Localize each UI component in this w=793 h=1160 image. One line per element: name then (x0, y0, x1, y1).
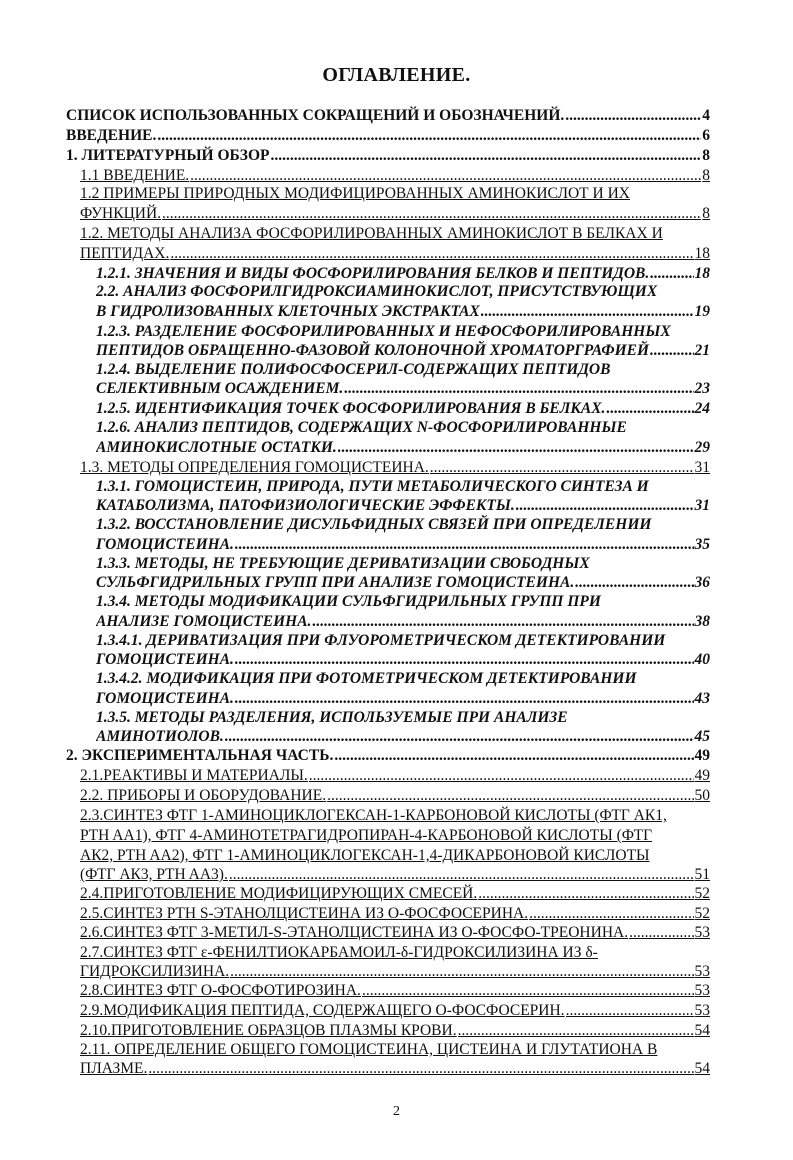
dot-leader (362, 981, 694, 1001)
toc-page-number: 53 (694, 1002, 710, 1019)
toc-entry-title: 2.2. ПРИБОРЫ И ОБОРУДОВАНИЕ. (80, 787, 327, 804)
dot-leader (650, 341, 693, 361)
toc-page-number: 8 (702, 147, 710, 164)
toc-entry-title: АНАЛИЗЕ ГОМОЦИСТЕИНА. (96, 613, 312, 630)
dot-leader (309, 766, 694, 786)
toc-entry-title: ГОМОЦИСТЕИНА. (96, 690, 234, 707)
dot-leader (338, 438, 694, 458)
toc-entry-line (96, 379, 710, 399)
toc-page-number: 36 (694, 574, 710, 591)
toc-entry-line (96, 341, 710, 361)
toc-page-number: 8 (702, 205, 710, 222)
dot-leader (529, 904, 693, 924)
toc-entry-title: ВВЕДЕНИЕ. (66, 127, 157, 144)
toc-entry-line (66, 746, 710, 766)
toc-entry-line (96, 264, 710, 284)
toc-entry-line (80, 884, 710, 904)
toc-entry-title: 1.3.4. МЕТОДЫ МОДИФИКАЦИИ СУЛЬФГИДРИЛЬНЫХ ГРУПП ПРИ (96, 593, 601, 610)
toc-page-number: 53 (694, 924, 710, 941)
dot-leader (344, 379, 693, 399)
toc-entry-title: (ФТГ АК3, PTH AA3). (80, 866, 228, 883)
dot-leader (629, 923, 693, 943)
toc-entry-title: 1.3.2. ВОССТАНОВЛЕНИЕ ДИСУЛЬФИДНЫХ СВЯЗЕЙ ПРИ ОПРЕДЕЛЕНИИ (96, 516, 652, 533)
dot-leader (606, 399, 693, 419)
dot-leader (162, 204, 701, 224)
toc-entry-line (96, 438, 710, 458)
toc-entry-title: PTH AA1), ФТГ 4-АМИНОТЕТРАГИДРОПИРАН-4-КАРБОНОВОЙ КИСЛОТЫ (ФТГ (80, 827, 653, 844)
toc-page-number: 18 (694, 245, 710, 262)
toc-entry-title: ПЕПТИДОВ ОБРАЩЕННО-ФАЗОВОЙ КОЛОНОЧНОЙ ХРОМАТОРГРАФИЕЙ (96, 342, 650, 359)
toc-entry-line (80, 166, 710, 186)
toc-entry-line (80, 923, 710, 943)
toc-page-number: 18 (694, 265, 710, 282)
dot-leader (235, 535, 694, 555)
toc-page-number: 19 (694, 303, 710, 320)
dot-leader (334, 746, 693, 766)
toc-entry-line (96, 669, 710, 689)
toc-entry-line (96, 554, 710, 574)
dot-leader (312, 612, 693, 632)
toc-entry-title: ГОМОЦИСТЕИНА. (96, 651, 234, 668)
toc-entry-line (80, 204, 710, 224)
toc-page-number: 49 (694, 747, 710, 764)
toc-entry-title: СУЛЬФГИДРИЛЬНЫХ ГРУПП ПРИ АНАЛИЗЕ ГОМОЦИСТЕИНА. (96, 574, 575, 591)
toc-entry-line (80, 962, 710, 982)
toc-entry-title: АК2, PTH AA2), ФТГ 1-АМИНОЦИКЛОГЕКСАН-1,4-ДИКАРБОНОВОЙ КИСЛОТЫ (80, 847, 650, 864)
toc-page-number: 23 (694, 380, 710, 397)
toc-entry-title: В ГИДРОЛИЗОВАННЫХ КЛЕТОЧНЫХ ЭКСТРАКТАХ (96, 303, 480, 320)
dot-leader (650, 264, 693, 284)
toc-page-number: 52 (694, 905, 710, 922)
toc-entry-line (96, 631, 710, 651)
toc-entry-line (96, 399, 710, 419)
toc-page-number: 21 (694, 342, 710, 359)
toc-page-number: 40 (694, 651, 710, 668)
toc-entry-line (80, 1059, 710, 1079)
toc-entry-line (66, 106, 710, 126)
toc-page-number: 4 (702, 107, 710, 124)
toc-entry-title: 1.2.5. ИДЕНТИФИКАЦИЯ ТОЧЕК ФОСФОРИЛИРОВАНИЯ В БЕЛКАХ. (96, 400, 606, 417)
toc-entry-line (96, 418, 710, 438)
dot-leader (565, 106, 701, 126)
toc-entry-line (80, 244, 710, 264)
toc-page-number: 29 (694, 439, 710, 456)
toc-entry-line (80, 766, 710, 786)
toc-entry-line (66, 146, 710, 166)
toc-entry-title: 1.3. МЕТОДЫ ОПРЕДЕЛЕНИЯ ГОМОЦИСТЕИНА. (80, 459, 429, 476)
dot-leader (327, 786, 693, 806)
toc-entry-title: ПЕПТИДАХ. (80, 245, 170, 262)
toc-entry-title: 2.5.СИНТЕЗ PTH S-ЭТАНОЛЦИСТЕИНА ИЗ О-ФОСФОСЕРИНА. (80, 905, 529, 922)
toc-entry-line (96, 322, 710, 342)
toc-page-number: 53 (694, 982, 710, 999)
dot-leader (481, 302, 694, 322)
toc-entry-title: 2.4.ПРИГОТОВЛЕНИЕ МОДИФИЦИРУЮЩИХ СМЕСЕЙ. (80, 885, 478, 902)
toc-entry-title: 1.2 ПРИМЕРЫ ПРИРОДНЫХ МОДИФИЦИРОВАННЫХ АМИНОКИСЛОТ И ИХ (80, 185, 630, 202)
toc-entry-line (80, 1040, 710, 1060)
toc-entry-title: 1.2.3. РАЗДЕЛЕНИЕ ФОСФОРИЛИРОВАННЫХ И НЕФОСФОРИЛИРОВАННЫХ (96, 323, 671, 340)
toc-entry-title: 1.2.4. ВЫДЕЛЕНИЕ ПОЛИФОСФОСЕРИЛ-СОДЕРЖАЩИХ ПЕПТИДОВ (96, 361, 611, 378)
toc-entry-line (96, 708, 710, 728)
toc-entry-title: ПЛАЗМЕ. (80, 1060, 148, 1077)
toc-entry-title: 1.3.3. МЕТОДЫ, НЕ ТРЕБУЮЩИЕ ДЕРИВАТИЗАЦИИ СВОБОДНЫХ (96, 555, 590, 572)
toc-entry-title: 2.8.СИНТЕЗ ФТГ О-ФОСФОТИРОЗИНА. (80, 982, 361, 999)
toc-page-number: 54 (694, 1060, 710, 1077)
toc-entry-title: АМИНОТИОЛОВ. (96, 728, 224, 745)
toc-entry-line (80, 1021, 710, 1041)
toc-entry-line (96, 282, 710, 302)
toc-entry-line (96, 360, 710, 380)
toc-entry-line (96, 612, 710, 632)
toc-entry-line (66, 126, 710, 146)
dot-leader (235, 689, 694, 709)
toc-page-number: 43 (694, 690, 710, 707)
toc-page-number: 24 (694, 400, 710, 417)
page-number: 2 (393, 1104, 400, 1119)
toc-entry-title: ГОМОЦИСТЕИНА. (96, 536, 234, 553)
toc-entry-title: 1.2. МЕТОДЫ АНАЛИЗА ФОСФОРИЛИРОВАННЫХ АМИНОКИСЛОТ В БЕЛКАХ И (80, 225, 663, 242)
toc-entry-title: ГИДРОКСИЛИЗИНА. (80, 963, 230, 980)
toc-entry-line (80, 806, 710, 826)
dot-leader (225, 727, 694, 747)
toc-entry-line (96, 573, 710, 593)
toc-page-number: 51 (694, 866, 710, 883)
dot-leader (157, 126, 701, 146)
dot-leader (229, 865, 694, 885)
dot-leader (516, 496, 694, 516)
toc-entry-line (96, 515, 710, 535)
toc-entry-title: 1.3.4.2. МОДИФИКАЦИЯ ПРИ ФОТОМЕТРИЧЕСКОМ ДЕТЕКТИРОВАНИИ (96, 670, 637, 687)
toc-entry-line (96, 727, 710, 747)
toc-page-number: 50 (694, 787, 710, 804)
toc-page-number: 31 (694, 459, 710, 476)
dot-leader (430, 458, 694, 478)
toc-entry-title: 2. ЭКСПЕРИМЕНТАЛЬНАЯ ЧАСТЬ. (66, 747, 334, 764)
toc-entry-title: 1.3.4.1. ДЕРИВАТИЗАЦИЯ ПРИ ФЛУОРОМЕТРИЧЕСКОМ ДЕТЕКТИРОВАНИИ (96, 632, 666, 649)
dot-leader (575, 573, 693, 593)
toc-page-number: 54 (694, 1022, 710, 1039)
toc-entry-line (96, 650, 710, 670)
dot-leader (148, 1059, 693, 1079)
toc-page-number: 6 (702, 127, 710, 144)
toc-page-number: 52 (694, 885, 710, 902)
toc-entry-title: СЕЛЕКТИВНЫМ ОСАЖДЕНИЕМ. (96, 380, 344, 397)
dot-leader (458, 1021, 694, 1041)
toc-entry-line (96, 689, 710, 709)
toc-entry-line (80, 184, 710, 204)
dot-leader (190, 166, 701, 186)
toc-entry-line (96, 592, 710, 612)
toc-entry-line (80, 458, 710, 478)
toc-entry-line (80, 1001, 710, 1021)
toc-entry-line (80, 981, 710, 1001)
toc-page-number: 31 (694, 497, 710, 514)
dot-leader (230, 962, 693, 982)
toc-page-number: 38 (694, 613, 710, 630)
toc-entry-title: 2.3.СИНТЕЗ ФТГ 1-АМИНОЦИКЛОГЕКСАН-1-КАРБОНОВОЙ КИСЛОТЫ (ФТГ АК1, (80, 807, 667, 824)
toc-entry-title: 2.7.СИНТЕЗ ФТГ ε-ФЕНИЛТИОКАРБАМОИЛ-δ-ГИДРОКСИЛИЗИНА ИЗ δ- (80, 944, 598, 961)
toc-entry-line (80, 224, 710, 244)
toc-page-number: 45 (694, 728, 710, 745)
dot-leader (478, 884, 693, 904)
toc-entry-title: 1.3.1. ГОМОЦИСТЕИН, ПРИРОДА, ПУТИ МЕТАБОЛИЧЕСКОГО СИНТЕЗА И (96, 478, 649, 495)
toc-entry-line (80, 786, 710, 806)
toc-entry-title: 2.9.МОДИФИКАЦИЯ ПЕПТИДА, СОДЕРЖАЩЕГО О-ФОСФОСЕРИН. (80, 1002, 565, 1019)
toc-entry-title: 2.2. АНАЛИЗ ФОСФОРИЛГИДРОКСИАМИНОКИСЛОТ, ПРИСУТСТВУЮЩИХ (96, 283, 658, 300)
toc-page-number: 35 (694, 536, 710, 553)
toc-entry-line (96, 535, 710, 555)
dot-leader (566, 1001, 694, 1021)
toc-entry-title: 1.2.1. ЗНАЧЕНИЯ И ВИДЫ ФОСФОРИЛИРОВАНИЯ БЕЛКОВ И ПЕПТИДОВ. (96, 265, 650, 282)
toc-entry-title: 1.3.5. МЕТОДЫ РАЗДЕЛЕНИЯ, ИСПОЛЬЗУЕМЫЕ ПРИ АНАЛИЗЕ (96, 709, 568, 726)
toc-entry-title: 2.10.ПРИГОТОВЛЕНИЕ ОБРАЗЦОВ ПЛАЗМЫ КРОВИ. (80, 1022, 457, 1039)
toc-entry-line (80, 943, 710, 963)
dot-leader (235, 650, 694, 670)
toc-entry-title: СПИСОК ИСПОЛЬЗОВАННЫХ СОКРАЩЕНИЙ И ОБОЗНАЧЕНИЙ. (66, 107, 565, 124)
toc-entry-title: 1. ЛИТЕРАТУРНЫЙ ОБЗОР (66, 147, 270, 164)
toc-entry-title: ФУНКЦИЙ. (80, 205, 162, 222)
toc-entry-line (80, 865, 710, 885)
toc-entry-title: 2.11. ОПРЕДЕЛЕНИЕ ОБЩЕГО ГОМОЦИСТЕИНА, ЦИСТЕИНА И ГЛУТАТИОНА В (80, 1041, 658, 1058)
toc-entry-title: 2.1.РЕАКТИВЫ И МАТЕРИАЛЫ. (80, 767, 308, 784)
toc-entry-title: АМИНОКИСЛОТНЫЕ ОСТАТКИ. (96, 439, 337, 456)
toc-page-number: 53 (694, 963, 710, 980)
toc-entry-line (96, 302, 710, 322)
toc-entry-line (80, 826, 710, 846)
toc-entry-title: 1.1 ВВЕДЕНИЕ. (80, 167, 190, 184)
toc-entry-title: 2.6.СИНТЕЗ ФТГ 3-МЕТИЛ-S-ЭТАНОЛЦИСТЕИНА ИЗ О-ФОСФО-ТРЕОНИНА. (80, 924, 629, 941)
toc-entry-line (96, 496, 710, 516)
toc-entry-line (96, 477, 710, 497)
dot-leader (271, 146, 702, 166)
toc-entry-line (80, 846, 710, 866)
toc-entry-line (80, 904, 710, 924)
dot-leader (170, 244, 693, 264)
page-title: ОГЛАВЛЕНИЕ. (322, 64, 471, 86)
toc-entry-title: КАТАБОЛИЗМА, ПАТОФИЗИОЛОГИЧЕСКИЕ ЭФФЕКТЫ. (96, 497, 515, 514)
toc-entry-title: 1.2.6. АНАЛИЗ ПЕПТИДОВ, СОДЕРЖАЩИХ N-ФОСФОРИЛИРОВАННЫЕ (96, 419, 627, 436)
toc-page-number: 49 (694, 767, 710, 784)
toc-page-number: 8 (702, 167, 710, 184)
